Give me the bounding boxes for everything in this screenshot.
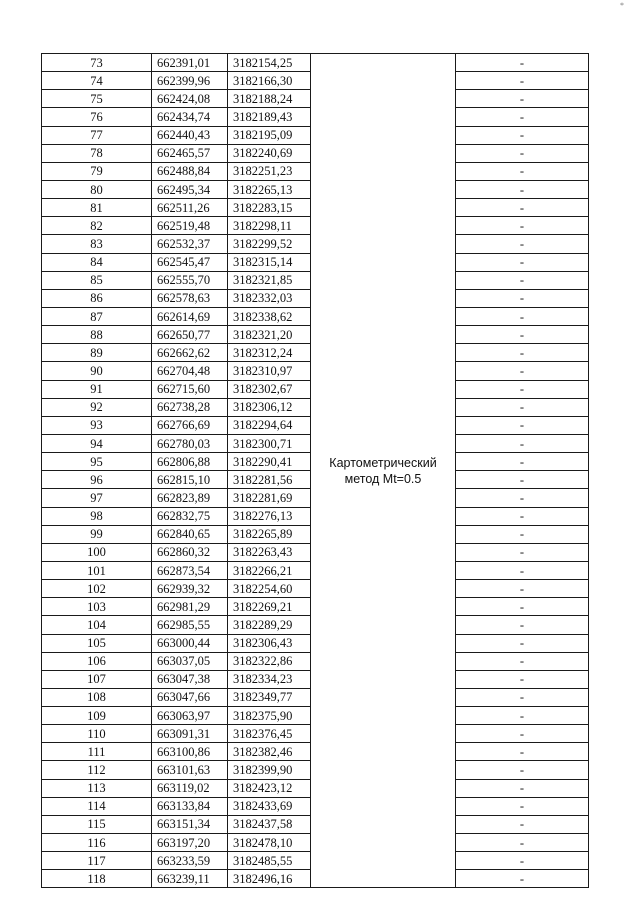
accuracy-value-cell: - [456,761,589,779]
y-coordinate-cell: 3182302,67 [228,380,311,398]
x-coordinate-cell: 663101,63 [152,761,228,779]
accuracy-value-cell: - [456,72,589,90]
y-coordinate-cell: 3182306,12 [228,398,311,416]
point-number-cell: 104 [42,616,152,634]
x-coordinate-cell: 662704,48 [152,362,228,380]
point-number-cell: 92 [42,398,152,416]
x-coordinate-cell: 662873,54 [152,561,228,579]
y-coordinate-cell: 3182276,13 [228,507,311,525]
x-coordinate-cell: 662424,08 [152,90,228,108]
accuracy-value-cell: - [456,199,589,217]
x-coordinate-cell: 663197,20 [152,834,228,852]
accuracy-value-cell: - [456,598,589,616]
x-coordinate-cell: 662832,75 [152,507,228,525]
x-coordinate-cell: 662532,37 [152,235,228,253]
y-coordinate-cell: 3182321,20 [228,326,311,344]
y-coordinate-cell: 3182437,58 [228,815,311,833]
point-number-cell: 91 [42,380,152,398]
point-number-cell: 85 [42,271,152,289]
accuracy-value-cell: - [456,870,589,888]
point-number-cell: 73 [42,54,152,72]
x-coordinate-cell: 663119,02 [152,779,228,797]
accuracy-value-cell: - [456,743,589,761]
x-coordinate-cell: 663063,97 [152,707,228,725]
table-row [42,54,589,72]
x-coordinate-cell: 663151,34 [152,815,228,833]
point-number-cell: 74 [42,72,152,90]
x-coordinate-cell: 663047,66 [152,688,228,706]
x-coordinate-cell: 662823,89 [152,489,228,507]
x-coordinate-cell: 663047,38 [152,670,228,688]
accuracy-value-cell: - [456,398,589,416]
y-coordinate-cell: 3182298,11 [228,217,311,235]
accuracy-value-cell: - [456,90,589,108]
y-coordinate-cell: 3182399,90 [228,761,311,779]
accuracy-value-cell: - [456,453,589,471]
y-coordinate-cell: 3182306,43 [228,634,311,652]
point-number-cell: 82 [42,217,152,235]
accuracy-value-cell: - [456,688,589,706]
accuracy-value-cell: - [456,507,589,525]
x-coordinate-cell: 662981,29 [152,598,228,616]
x-coordinate-cell: 662815,10 [152,471,228,489]
point-number-cell: 84 [42,253,152,271]
point-number-cell: 78 [42,144,152,162]
x-coordinate-cell: 662806,88 [152,453,228,471]
point-number-cell: 117 [42,852,152,870]
accuracy-value-cell: - [456,580,589,598]
x-coordinate-cell: 662780,03 [152,434,228,452]
y-coordinate-cell: 3182189,43 [228,108,311,126]
y-coordinate-cell: 3182423,12 [228,779,311,797]
accuracy-value-cell: - [456,271,589,289]
accuracy-value-cell: - [456,307,589,325]
x-coordinate-cell: 662578,63 [152,289,228,307]
y-coordinate-cell: 3182376,45 [228,725,311,743]
method-cell: Картометрический метод Mt=0.5 [311,54,456,888]
y-coordinate-cell: 3182188,24 [228,90,311,108]
x-coordinate-cell: 663037,05 [152,652,228,670]
y-coordinate-cell: 3182382,46 [228,743,311,761]
y-coordinate-cell: 3182251,23 [228,162,311,180]
accuracy-value-cell: - [456,707,589,725]
x-coordinate-cell: 663100,86 [152,743,228,761]
y-coordinate-cell: 3182322,86 [228,652,311,670]
point-number-cell: 81 [42,199,152,217]
accuracy-value-cell: - [456,380,589,398]
point-number-cell: 80 [42,180,152,198]
point-number-cell: 79 [42,162,152,180]
accuracy-value-cell: - [456,253,589,271]
y-coordinate-cell: 3182315,14 [228,253,311,271]
accuracy-value-cell: - [456,144,589,162]
x-coordinate-cell: 662465,57 [152,144,228,162]
x-coordinate-cell: 662662,62 [152,344,228,362]
x-coordinate-cell: 662766,69 [152,416,228,434]
accuracy-value-cell: - [456,779,589,797]
point-number-cell: 96 [42,471,152,489]
point-number-cell: 76 [42,108,152,126]
accuracy-value-cell: - [456,525,589,543]
x-coordinate-cell: 663000,44 [152,634,228,652]
y-coordinate-cell: 3182283,15 [228,199,311,217]
point-number-cell: 88 [42,326,152,344]
y-coordinate-cell: 3182321,85 [228,271,311,289]
accuracy-value-cell: - [456,289,589,307]
accuracy-value-cell: - [456,543,589,561]
accuracy-value-cell: - [456,616,589,634]
y-coordinate-cell: 3182485,55 [228,852,311,870]
x-coordinate-cell: 663239,11 [152,870,228,888]
point-number-cell: 115 [42,815,152,833]
x-coordinate-cell: 662985,55 [152,616,228,634]
x-coordinate-cell: 662545,47 [152,253,228,271]
point-number-cell: 105 [42,634,152,652]
point-number-cell: 94 [42,434,152,452]
coordinates-table [41,53,589,888]
y-coordinate-cell: 3182289,29 [228,616,311,634]
x-coordinate-cell: 662738,28 [152,398,228,416]
x-coordinate-cell: 662495,34 [152,180,228,198]
x-coordinate-cell: 662440,43 [152,126,228,144]
accuracy-value-cell: - [456,815,589,833]
point-number-cell: 114 [42,797,152,815]
page-corner-mark: * [620,1,624,10]
y-coordinate-cell: 3182254,60 [228,580,311,598]
point-number-cell: 83 [42,235,152,253]
accuracy-value-cell: - [456,634,589,652]
point-number-cell: 87 [42,307,152,325]
point-number-cell: 116 [42,834,152,852]
y-coordinate-cell: 3182290,41 [228,453,311,471]
y-coordinate-cell: 3182266,21 [228,561,311,579]
x-coordinate-cell: 662715,60 [152,380,228,398]
accuracy-value-cell: - [456,180,589,198]
x-coordinate-cell: 662391,01 [152,54,228,72]
x-coordinate-cell: 662555,70 [152,271,228,289]
y-coordinate-cell: 3182240,69 [228,144,311,162]
point-number-cell: 112 [42,761,152,779]
y-coordinate-cell: 3182334,23 [228,670,311,688]
accuracy-value-cell: - [456,344,589,362]
x-coordinate-cell: 662488,84 [152,162,228,180]
y-coordinate-cell: 3182281,56 [228,471,311,489]
y-coordinate-cell: 3182281,69 [228,489,311,507]
point-number-cell: 90 [42,362,152,380]
coordinates-table-body [42,54,589,888]
x-coordinate-cell: 662650,77 [152,326,228,344]
point-number-cell: 103 [42,598,152,616]
accuracy-value-cell: - [456,852,589,870]
point-number-cell: 77 [42,126,152,144]
point-number-cell: 108 [42,688,152,706]
x-coordinate-cell: 662614,69 [152,307,228,325]
y-coordinate-cell: 3182338,62 [228,307,311,325]
y-coordinate-cell: 3182300,71 [228,434,311,452]
accuracy-value-cell: - [456,834,589,852]
point-number-cell: 93 [42,416,152,434]
accuracy-value-cell: - [456,797,589,815]
point-number-cell: 107 [42,670,152,688]
point-number-cell: 109 [42,707,152,725]
point-number-cell: 118 [42,870,152,888]
accuracy-value-cell: - [456,489,589,507]
y-coordinate-cell: 3182195,09 [228,126,311,144]
point-number-cell: 111 [42,743,152,761]
accuracy-value-cell: - [456,235,589,253]
y-coordinate-cell: 3182496,16 [228,870,311,888]
point-number-cell: 110 [42,725,152,743]
accuracy-value-cell: - [456,725,589,743]
point-number-cell: 106 [42,652,152,670]
y-coordinate-cell: 3182263,43 [228,543,311,561]
accuracy-value-cell: - [456,217,589,235]
x-coordinate-cell: 662840,65 [152,525,228,543]
point-number-cell: 98 [42,507,152,525]
accuracy-value-cell: - [456,126,589,144]
y-coordinate-cell: 3182433,69 [228,797,311,815]
point-number-cell: 101 [42,561,152,579]
y-coordinate-cell: 3182294,64 [228,416,311,434]
y-coordinate-cell: 3182312,24 [228,344,311,362]
point-number-cell: 113 [42,779,152,797]
accuracy-value-cell: - [456,362,589,380]
y-coordinate-cell: 3182332,03 [228,289,311,307]
x-coordinate-cell: 663133,84 [152,797,228,815]
accuracy-value-cell: - [456,54,589,72]
accuracy-value-cell: - [456,108,589,126]
x-coordinate-cell: 662399,96 [152,72,228,90]
point-number-cell: 97 [42,489,152,507]
y-coordinate-cell: 3182375,90 [228,707,311,725]
x-coordinate-cell: 662519,48 [152,217,228,235]
accuracy-value-cell: - [456,416,589,434]
point-number-cell: 99 [42,525,152,543]
accuracy-value-cell: - [456,670,589,688]
y-coordinate-cell: 3182154,25 [228,54,311,72]
point-number-cell: 89 [42,344,152,362]
accuracy-value-cell: - [456,162,589,180]
accuracy-value-cell: - [456,471,589,489]
y-coordinate-cell: 3182269,21 [228,598,311,616]
y-coordinate-cell: 3182299,52 [228,235,311,253]
accuracy-value-cell: - [456,652,589,670]
y-coordinate-cell: 3182478,10 [228,834,311,852]
point-number-cell: 86 [42,289,152,307]
x-coordinate-cell: 662434,74 [152,108,228,126]
accuracy-value-cell: - [456,434,589,452]
x-coordinate-cell: 662860,32 [152,543,228,561]
y-coordinate-cell: 3182265,13 [228,180,311,198]
x-coordinate-cell: 663091,31 [152,725,228,743]
point-number-cell: 95 [42,453,152,471]
y-coordinate-cell: 3182349,77 [228,688,311,706]
y-coordinate-cell: 3182166,30 [228,72,311,90]
y-coordinate-cell: 3182310,97 [228,362,311,380]
y-coordinate-cell: 3182265,89 [228,525,311,543]
point-number-cell: 102 [42,580,152,598]
x-coordinate-cell: 662939,32 [152,580,228,598]
point-number-cell: 75 [42,90,152,108]
accuracy-value-cell: - [456,561,589,579]
point-number-cell: 100 [42,543,152,561]
accuracy-value-cell: - [456,326,589,344]
x-coordinate-cell: 662511,26 [152,199,228,217]
x-coordinate-cell: 663233,59 [152,852,228,870]
